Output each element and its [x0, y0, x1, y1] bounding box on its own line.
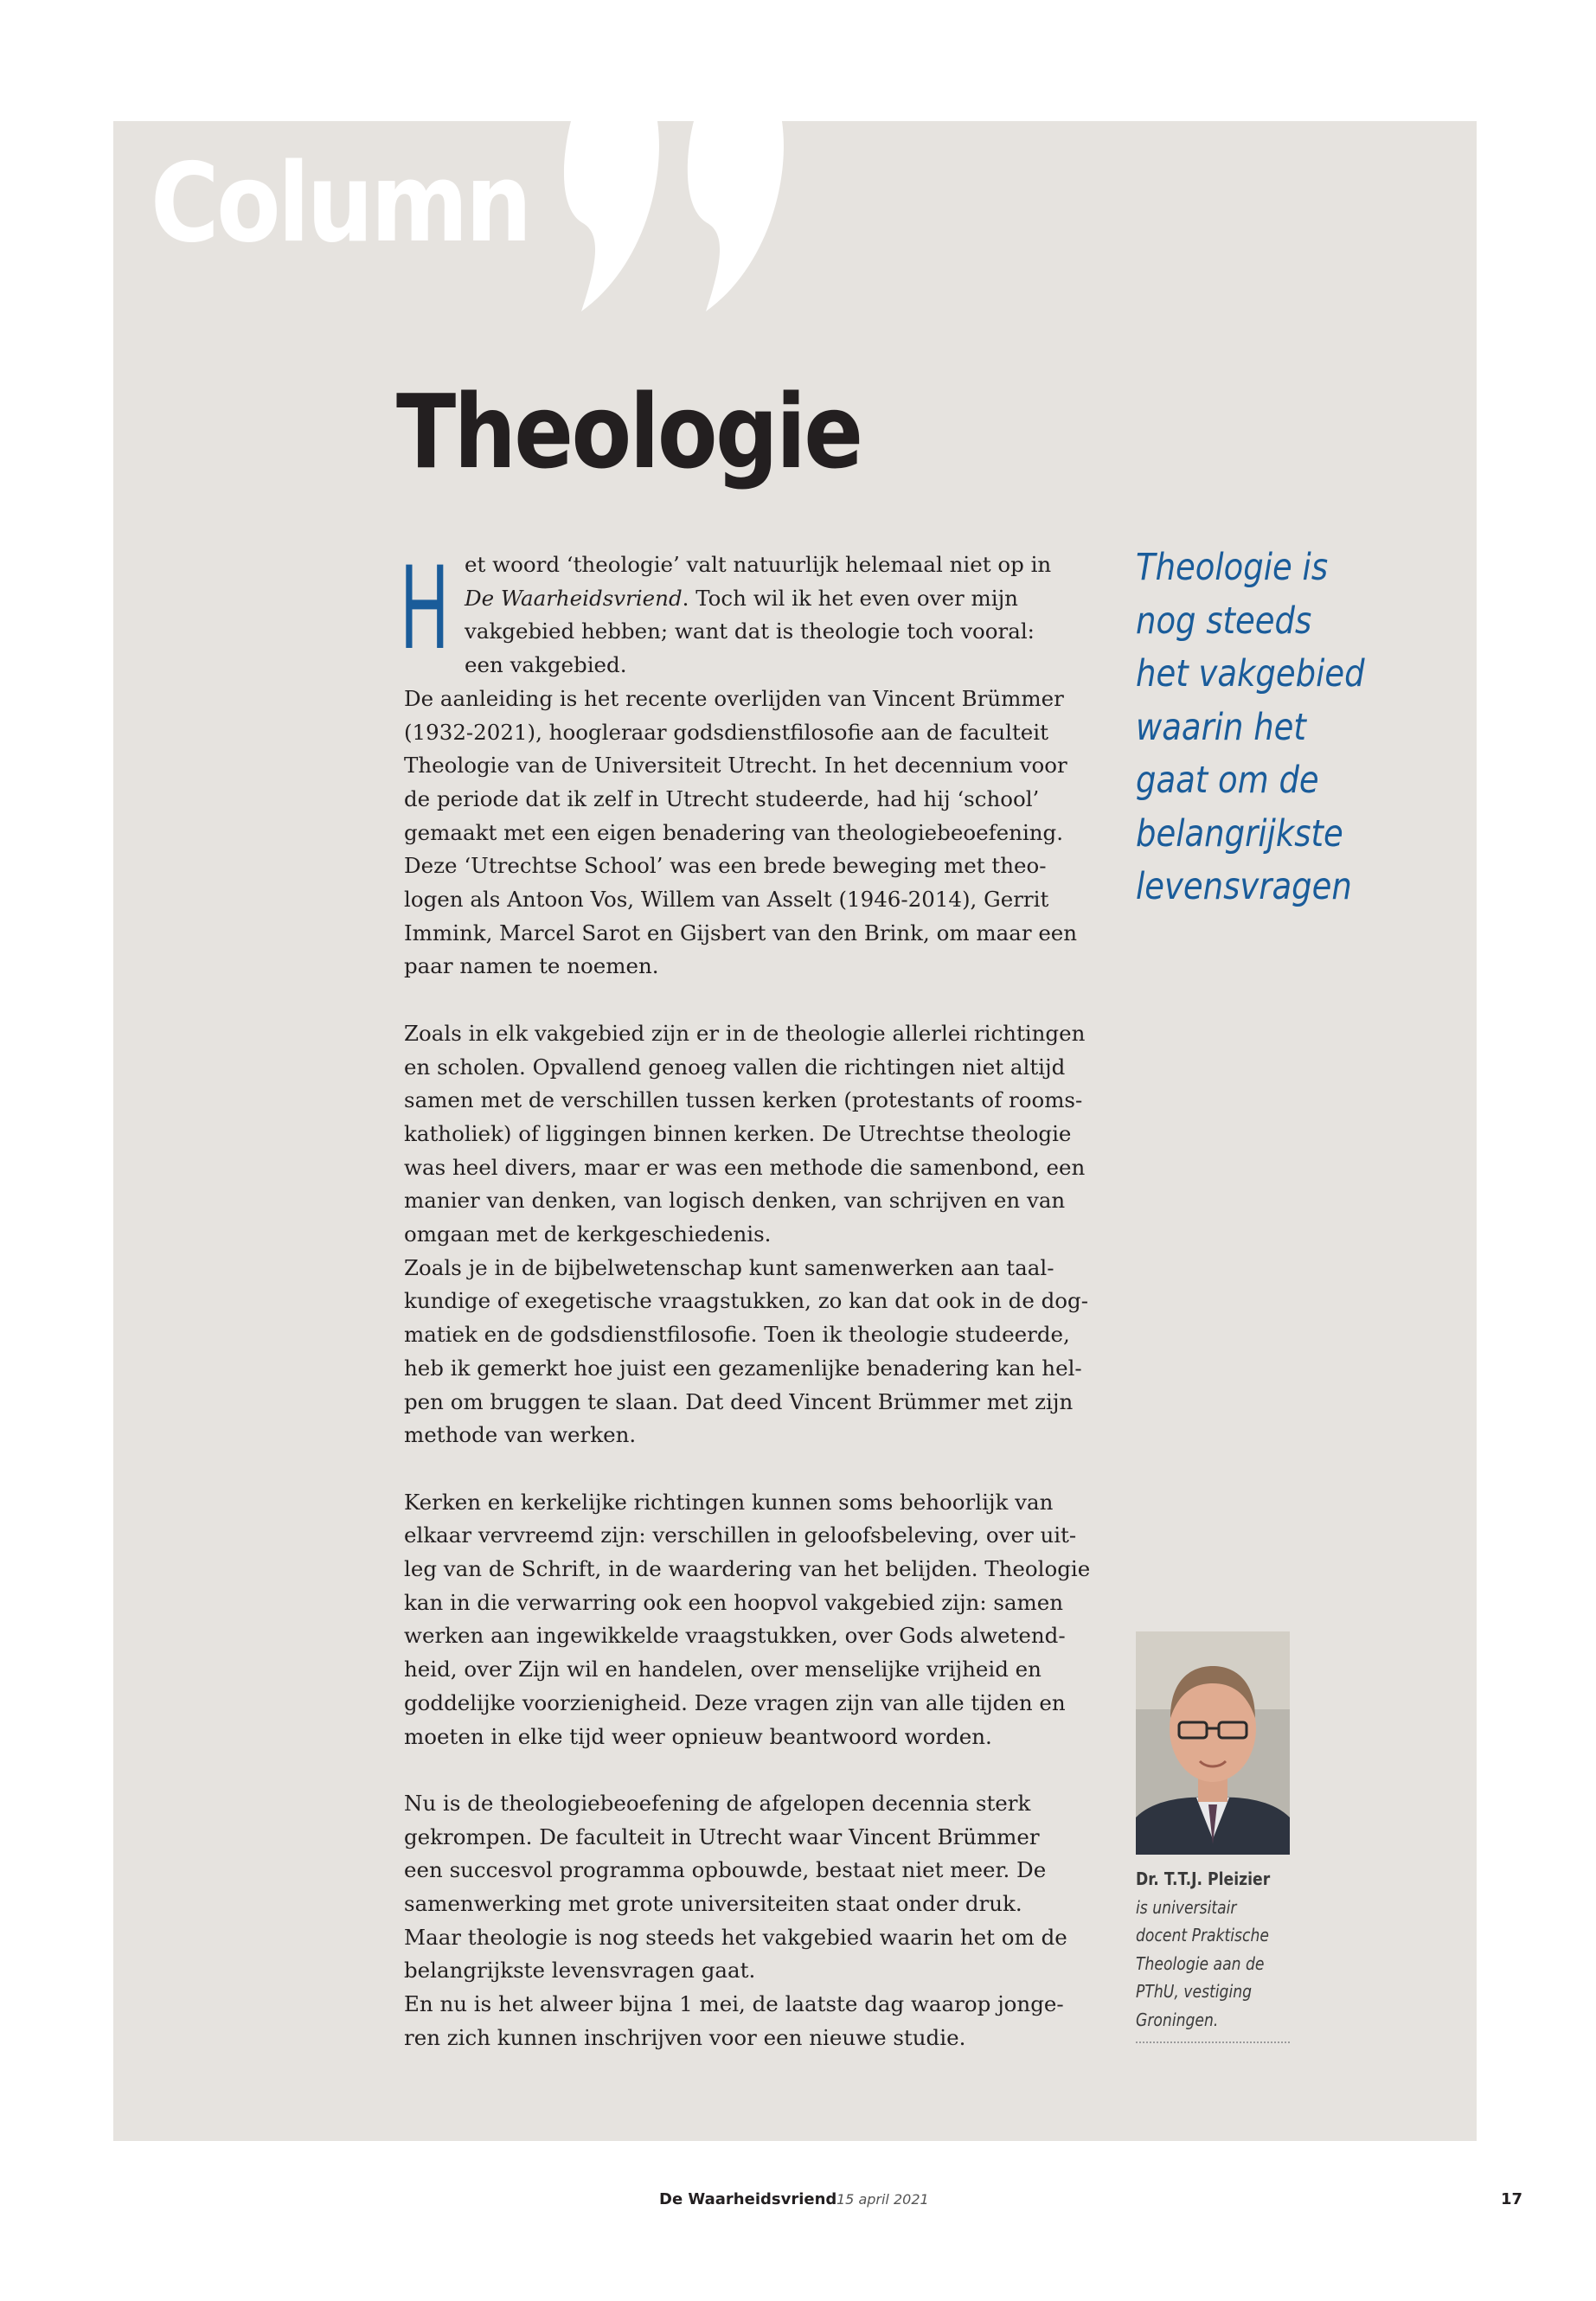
body-lines: [404, 649, 1091, 2054]
article-title: Theologie: [396, 372, 862, 491]
paragraph-spacer: [404, 1452, 1087, 1486]
body-line: pen om bruggen te slaan. Dat deed Vincent Brümmer met zijn: [404, 1388, 1074, 1414]
section-label: Column: [151, 139, 529, 266]
body-line: katholiek) of liggingen binnen kerken. De Utrechtse theologie: [404, 1120, 1072, 1146]
pull-quote-line: Theologie is: [1136, 546, 1329, 589]
author-description: [1136, 1894, 1314, 2035]
author-bio: [1136, 1865, 1314, 2034]
author-photo: [1136, 1631, 1290, 1855]
body-line: gemaakt met een eigen benadering van theologiebeoefening.: [404, 819, 1064, 845]
body-line: heb ik gemerkt hoe juist een gezamenlijke benadering kan hel-: [404, 1355, 1082, 1381]
body-line: manier van denken, van logisch denken, van schrijven en van: [404, 1188, 1066, 1214]
body-line: de periode dat ik zelf in Utrecht studeerde, had hij ‘school’: [404, 785, 1040, 811]
body-line: Immink, Marcel Sarot en Gijsbert van den Brink, om maar een: [404, 920, 1078, 945]
body-line: En nu is het alweer bijna 1 mei, de laatste dag waarop jonge-: [404, 1991, 1064, 2017]
body-line: heid, over Zijn wil en handelen, over menselijke vrijheid en: [404, 1657, 1042, 1682]
body-line: Theologie van de Universiteit Utrecht. In het decennium voor: [404, 753, 1067, 779]
footer-publication: De Waarheidsvriend: [659, 2190, 837, 2208]
body-line: Deze ‘Utrechtse School’ was een brede beweging met theo-: [404, 853, 1047, 879]
author-description-line: docent Praktische: [1136, 1925, 1269, 1945]
body-line: Zoals je in de bijbelwetenschap kunt samenwerken aan taal-: [404, 1254, 1054, 1280]
pull-quote-line: gaat om de: [1136, 759, 1319, 802]
body-line: paar namen te noemen.: [404, 953, 659, 979]
footer-date: 15 april 2021: [836, 2191, 929, 2208]
author-name: Dr. T.T.J. Pleizier: [1136, 1868, 1271, 1889]
author-description-line: Theologie aan de: [1136, 1952, 1265, 1974]
body-line: kan in die verwarring ook een hoopvol vakgebied zijn: samen: [404, 1589, 1064, 1615]
body-line-rest: . Toch wil ik het even over mijn: [682, 585, 1018, 611]
author-description-line: PThU, vestiging: [1136, 1981, 1253, 2002]
body-line: goddelijke voorzienigheid. Deze vragen zijn van alle tijden en: [404, 1689, 1066, 1715]
body-line: belangrijkste levensvragen gaat.: [404, 1958, 756, 1984]
body-line: een vakgebied.: [465, 652, 627, 678]
body-line: et woord ‘theologie’ valt natuurlijk helemaal niet op in: [465, 552, 1052, 577]
drop-cap: H: [401, 538, 449, 674]
body-line: een succesvol programma opbouwde, bestaat niet meer. De: [404, 1857, 1047, 1883]
body-line: leg van de Schrift, in de waardering van het belijden. Theologie: [404, 1556, 1091, 1582]
body-line: Maar theologie is nog steeds het vakgebied waarin het om de: [404, 1924, 1067, 1950]
page-number: 17: [1501, 2190, 1523, 2208]
article-body: [401, 538, 1091, 2055]
quote-mark-icon: [529, 121, 832, 320]
pull-quote: [1136, 542, 1419, 914]
body-line: Zoals in elk vakgebied zijn er in de theologie allerlei richtingen: [404, 1020, 1086, 1046]
pull-quote-line: nog steeds: [1136, 599, 1312, 643]
author-description-line: is universitair: [1136, 1896, 1237, 1918]
body-line: methode van werken.: [404, 1422, 637, 1448]
body-line: kundige of exegetische vraagstukken, zo kan dat ook in de dog-: [404, 1288, 1089, 1314]
pull-quote-lines: [1136, 542, 1419, 914]
body-line: vakgebied hebben; want dat is theologie toch vooral:: [465, 619, 1035, 644]
body-line: was heel divers, maar er was een methode die samenbond, een: [404, 1154, 1086, 1180]
pull-quote-line: belangrijkste: [1136, 811, 1343, 856]
body-line: [404, 582, 1087, 616]
paragraph-spacer: [404, 1753, 1087, 1787]
body-line: ren zich kunnen inschrijven voor een nieuwe studie.: [404, 2024, 966, 2050]
body-line: omgaan met de kerkgeschiedenis.: [404, 1221, 772, 1247]
body-line: Kerken en kerkelijke richtingen kunnen soms behoorlijk van: [404, 1489, 1054, 1515]
pull-quote-line: het vakgebied: [1136, 652, 1365, 695]
paragraph-spacer: [404, 984, 1087, 1017]
pull-quote-line: waarin het: [1136, 705, 1306, 749]
body-line: (1932-2021), hoogleraar godsdienstfilosofie aan de faculteit: [404, 719, 1048, 745]
body-line: Nu is de theologiebeoefening de afgelopen decennia sterk: [404, 1790, 1031, 1816]
body-line: logen als Antoon Vos, Willem van Asselt (1946-2014), Gerrit: [404, 887, 1049, 913]
body-line: samen met de verschillen tussen kerken (protestants of rooms-: [404, 1087, 1083, 1113]
body-line: matiek en de godsdienstfilosofie. Toen ik theologie studeerde,: [404, 1322, 1070, 1348]
body-line: samenwerking met grote universiteiten staat onder druk.: [404, 1891, 1022, 1917]
body-line: elkaar vervreemd zijn: verschillen in geloofsbeleving, over uit-: [404, 1522, 1077, 1548]
body-line: De aanleiding is het recente overlijden van Vincent Brümmer: [404, 685, 1064, 711]
publication-name: De Waarheidsvriend: [465, 585, 683, 611]
pull-quote-line: levensvragen: [1136, 865, 1352, 908]
page-footer: [0, 2190, 1596, 2216]
body-line: werken aan ingewikkelde vraagstukken, over Gods alwetend-: [404, 1623, 1066, 1649]
body-line: en scholen. Opvallend genoeg vallen die richtingen niet altijd: [404, 1054, 1066, 1080]
body-line: gekrompen. De faculteit in Utrecht waar Vincent Brümmer: [404, 1823, 1040, 1849]
body-line: moeten in elke tijd weer opnieuw beantwoord worden.: [404, 1723, 992, 1749]
divider: [1136, 2041, 1290, 2043]
author-description-line: Groningen.: [1136, 2009, 1219, 2030]
